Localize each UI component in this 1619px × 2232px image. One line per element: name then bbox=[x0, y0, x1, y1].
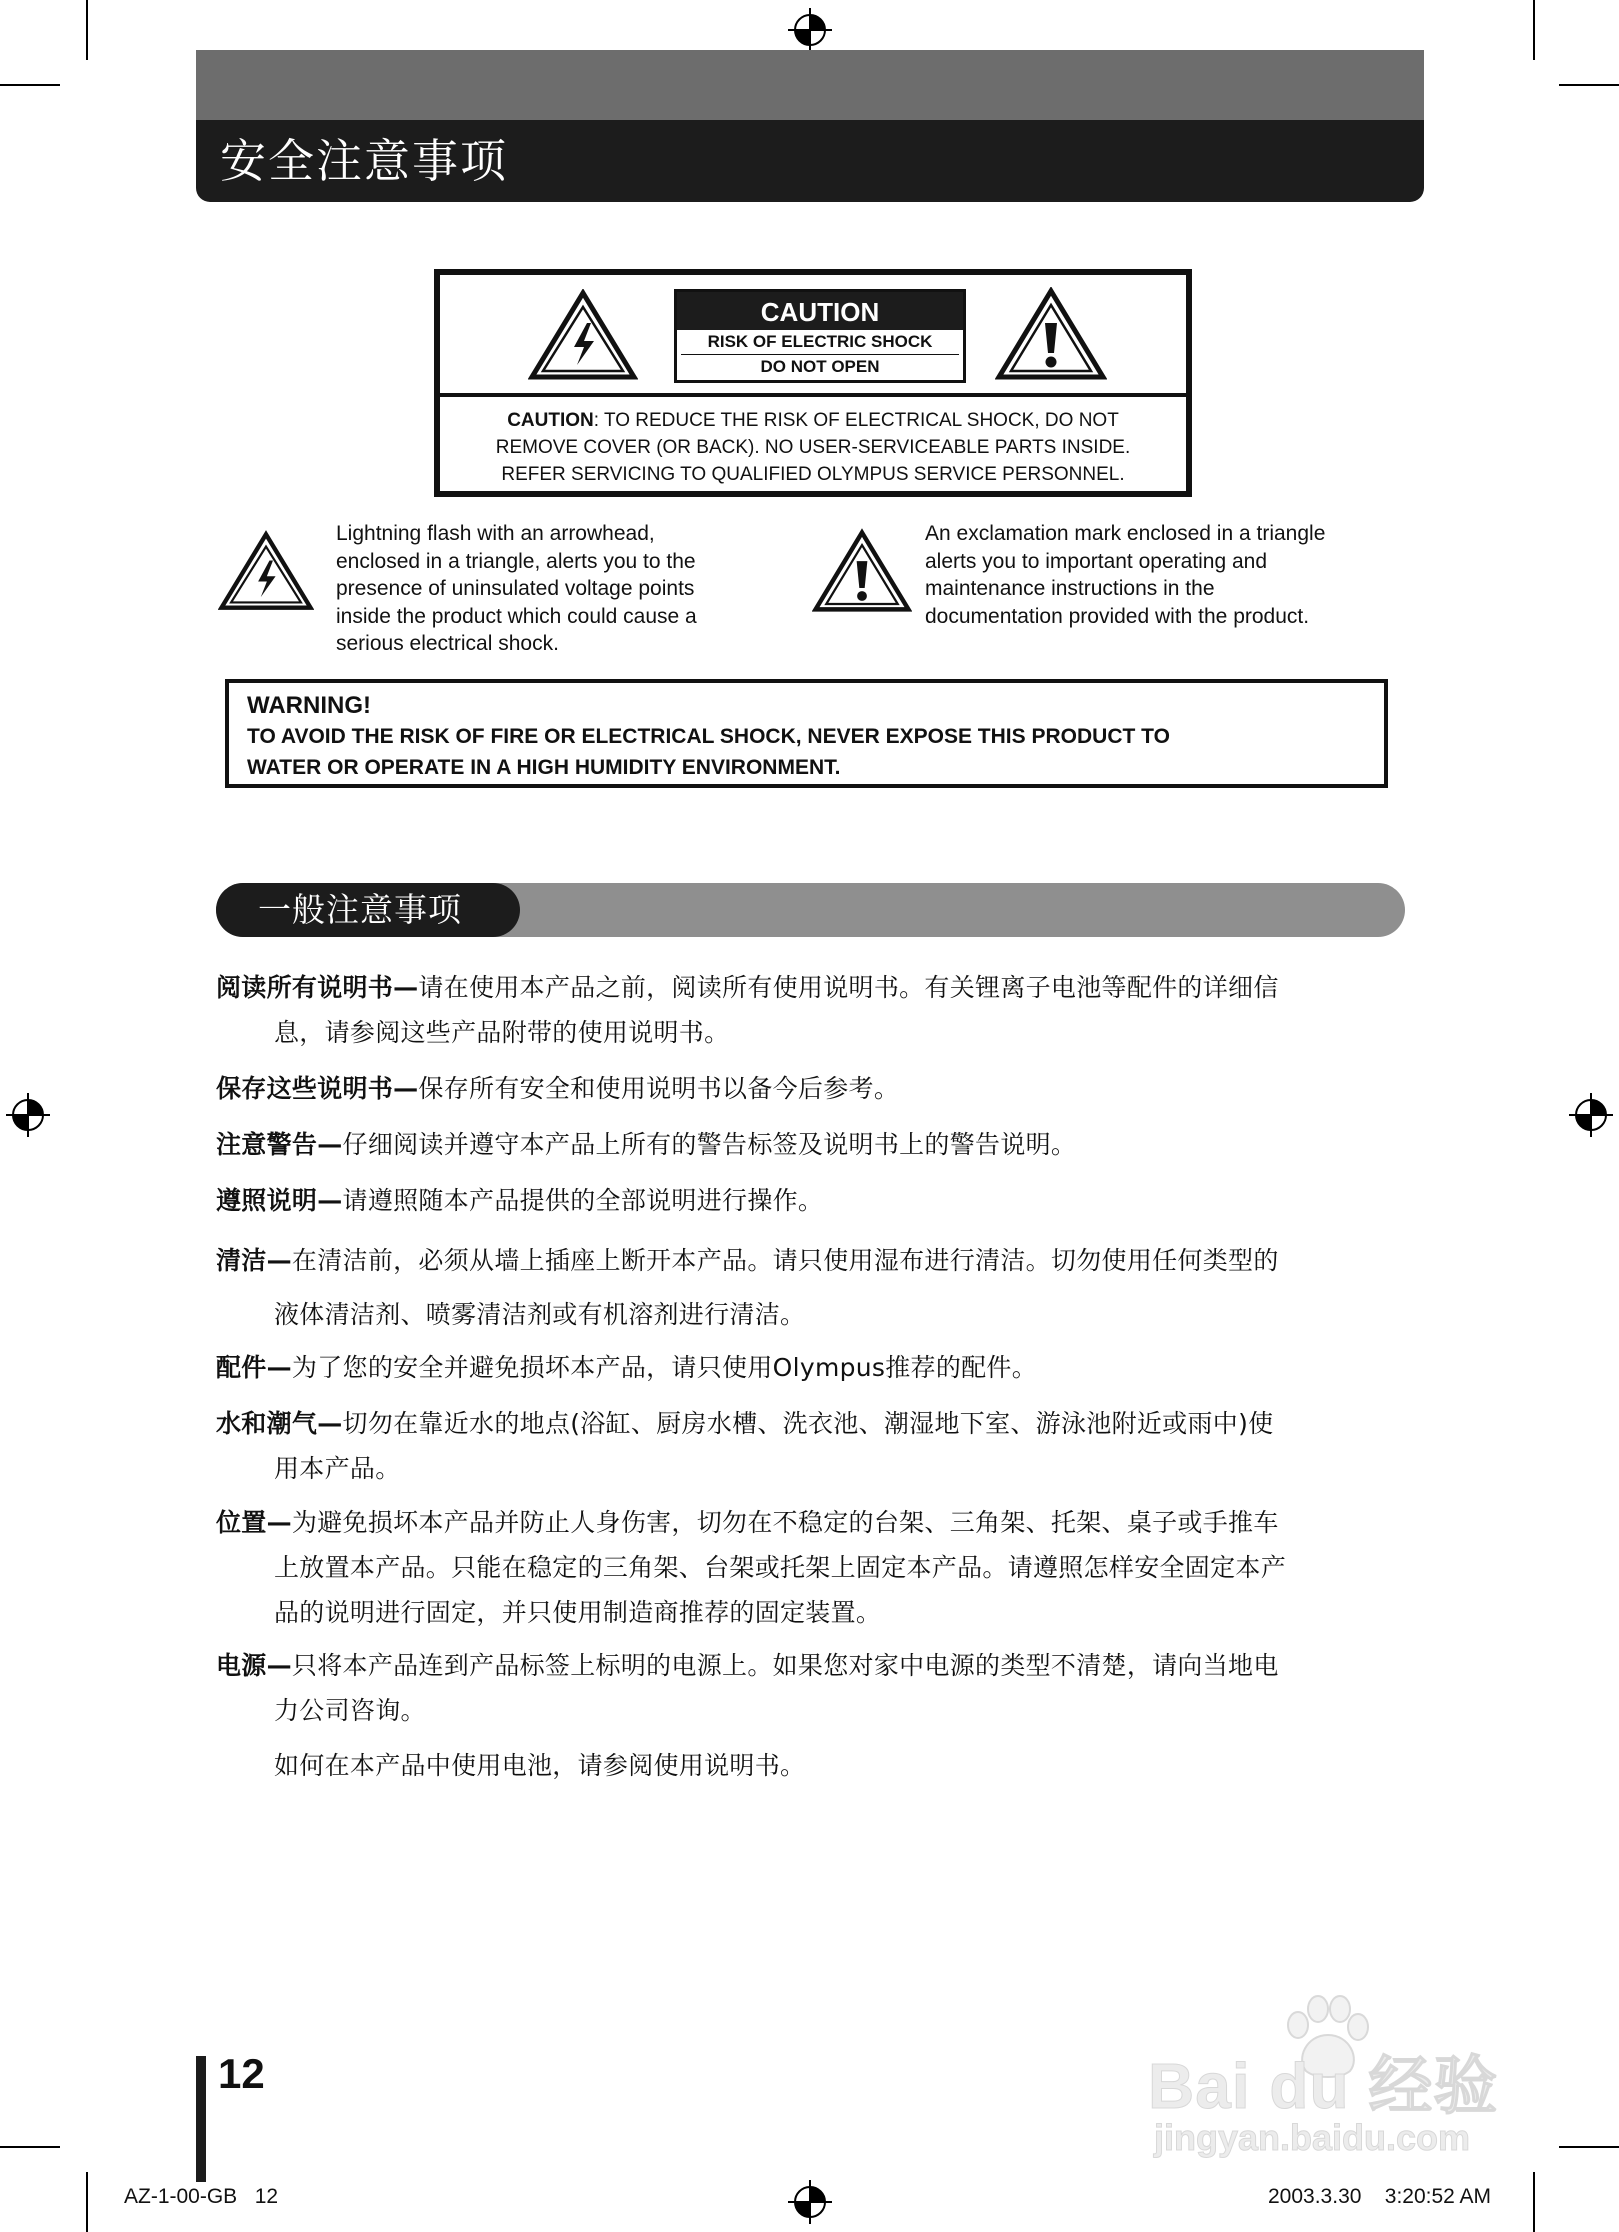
precaution-continuation: 上放置本产品。只能在稳定的三角架、台架或托架上固定本产品。请遵照怎样安全固定本产 bbox=[274, 1553, 1287, 1582]
description-line: alerts you to important operating and bbox=[925, 549, 1268, 573]
precaution-line bbox=[216, 1401, 1396, 1446]
registration-mark-icon bbox=[1569, 1093, 1613, 1137]
term-dash: — bbox=[266, 1246, 292, 1275]
precaution-term: 水和潮气 bbox=[216, 1409, 318, 1438]
footer-date: 2003.3.30 3:20:52 AM bbox=[1268, 2185, 1492, 2208]
precaution-line bbox=[216, 1643, 1396, 1688]
precaution-text: 保存所有安全和使用说明书以备今后参考。 bbox=[418, 1074, 900, 1103]
precaution-term: 清洁 bbox=[216, 1246, 267, 1275]
precaution-continuation: 液体清洁剂、喷雾清洁剂或有机溶剂进行清洁。 bbox=[274, 1300, 806, 1329]
precaution-item bbox=[216, 1643, 1396, 1788]
caution-center-label bbox=[674, 289, 966, 383]
caution-text-line1: : TO REDUCE THE RISK OF ELECTRICAL SHOCK, DO NOT bbox=[593, 410, 1119, 431]
description-line: enclosed in a triangle, alerts you to the bbox=[336, 549, 696, 573]
precaution-text: 为了您的安全并避免损坏本产品，请只使用Olympus推荐的配件。 bbox=[291, 1353, 1038, 1382]
precaution-item bbox=[216, 1345, 1396, 1390]
risk-of-electric-shock-text: RISK OF ELECTRIC SHOCK bbox=[681, 330, 959, 355]
precaution-text: 只将本产品连到产品标签上标明的电源上。如果您对家中电源的类型不清楚，请向当地电 bbox=[291, 1651, 1279, 1680]
precaution-line bbox=[216, 1345, 1396, 1390]
page-number: 12 bbox=[218, 2050, 265, 2097]
description-line: Lightning flash with an arrowhead, bbox=[336, 522, 655, 545]
description-line: documentation provided with the product. bbox=[925, 604, 1310, 628]
crop-mark bbox=[1559, 2146, 1619, 2148]
precaution-item bbox=[216, 1122, 1396, 1167]
lightning-icon-description bbox=[336, 520, 697, 658]
baidu-watermark bbox=[1148, 1995, 1528, 2165]
caution-label-header bbox=[440, 275, 1186, 397]
lightning-triangle-icon bbox=[218, 529, 314, 613]
exclamation-icon-description bbox=[925, 520, 1325, 630]
precaution-item bbox=[216, 1178, 1396, 1223]
crop-mark bbox=[1559, 84, 1619, 86]
caution-text-line3: REFER SERVICING TO QUALIFIED OLYMPUS SERVICE PERSONNEL. bbox=[501, 464, 1125, 485]
caution-text-bold: CAUTION bbox=[507, 410, 594, 431]
caution-text-line2: REMOVE COVER (OR BACK). NO USER-SERVICEABLE PARTS INSIDE. bbox=[495, 437, 1131, 458]
precaution-text: 在清洁前，必须从墙上插座上断开本产品。请只使用湿布进行清洁。切勿使用任何类型的 bbox=[291, 1246, 1279, 1275]
exclamation-triangle-icon bbox=[995, 287, 1107, 381]
crop-mark bbox=[0, 2146, 60, 2148]
precaution-term: 阅读所有说明书 bbox=[216, 973, 394, 1002]
section-title: 一般注意事项 bbox=[216, 883, 520, 937]
precaution-continuation: 息，请参阅这些产品附带的使用说明书。 bbox=[274, 1018, 730, 1047]
precaution-line bbox=[216, 1178, 1396, 1223]
precaution-text: 仔细阅读并遵守本产品上所有的警告标签及说明书上的警告说明。 bbox=[342, 1130, 1077, 1159]
description-line: maintenance instructions in the bbox=[925, 577, 1215, 600]
do-not-open-text: DO NOT OPEN bbox=[760, 357, 880, 376]
precaution-term: 配件 bbox=[216, 1353, 267, 1382]
precaution-item bbox=[216, 1500, 1396, 1635]
crop-mark bbox=[1533, 2172, 1535, 2232]
exclamation-triangle-icon bbox=[812, 527, 912, 615]
precaution-line bbox=[216, 965, 1396, 1010]
watermark-url: jingyan.baidu.com bbox=[1154, 2117, 1471, 2158]
precaution-continuation: 力公司咨询。 bbox=[274, 1696, 426, 1725]
term-dash: — bbox=[393, 1074, 419, 1103]
warning-line2: WATER OR OPERATE IN A HIGH HUMIDITY ENVIRONMENT. bbox=[247, 756, 841, 779]
precaution-term: 保存这些说明书 bbox=[216, 1074, 394, 1103]
crop-mark bbox=[1533, 0, 1535, 60]
term-dash: — bbox=[317, 1409, 343, 1438]
registration-mark-icon bbox=[788, 2180, 832, 2224]
description-line: serious electrical shock. bbox=[336, 632, 559, 655]
precaution-continuation: 用本产品。 bbox=[274, 1454, 401, 1483]
warning-title: WARNING! bbox=[247, 692, 371, 719]
precaution-term: 注意警告 bbox=[216, 1130, 318, 1159]
caution-label bbox=[434, 269, 1192, 497]
precaution-continuation: 如何在本产品中使用电池，请参阅使用说明书。 bbox=[274, 1751, 806, 1780]
precaution-continuation: 品的说明进行固定，并只使用制造商推荐的固定装置。 bbox=[274, 1598, 882, 1627]
term-dash: — bbox=[266, 1353, 292, 1382]
crop-mark bbox=[86, 2172, 88, 2232]
watermark-brand: Bai du 经验 bbox=[1148, 2050, 1499, 2122]
precaution-item bbox=[216, 965, 1396, 1055]
precaution-text: 切勿在靠近水的地点(浴缸、厨房水槽、洗衣池、潮湿地下室、游泳池附近或雨中)使 bbox=[342, 1409, 1274, 1438]
title-banner-top-band bbox=[196, 50, 1424, 120]
page-number-rule bbox=[196, 2056, 206, 2182]
precaution-term: 位置 bbox=[216, 1508, 267, 1537]
warning-box bbox=[225, 679, 1388, 788]
precaution-text: 请遵照随本产品提供的全部说明进行操作。 bbox=[342, 1186, 824, 1215]
crop-mark bbox=[0, 84, 60, 86]
description-line: An exclamation mark enclosed in a triangle bbox=[925, 522, 1326, 545]
description-line: presence of uninsulated voltage points bbox=[336, 577, 695, 600]
precaution-line bbox=[216, 1500, 1396, 1545]
term-dash: — bbox=[393, 973, 419, 1002]
precaution-line bbox=[216, 1066, 1396, 1111]
caution-text-line bbox=[440, 407, 1186, 434]
term-dash: — bbox=[266, 1651, 292, 1680]
precaution-line bbox=[216, 1122, 1396, 1167]
page-title: 安全注意事项 bbox=[196, 120, 1424, 202]
term-dash: — bbox=[266, 1508, 292, 1537]
precaution-term: 遵照说明 bbox=[216, 1186, 318, 1215]
term-dash: — bbox=[317, 1186, 343, 1215]
crop-mark bbox=[86, 0, 88, 60]
footer-code: AZ-1-00-GB 12 bbox=[124, 2185, 279, 2208]
precaution-text: 请在使用本产品之前，阅读所有使用说明书。有关锂离子电池等配件的详细信 bbox=[418, 973, 1279, 1002]
registration-mark-icon bbox=[6, 1093, 50, 1137]
warning-line1: TO AVOID THE RISK OF FIRE OR ELECTRICAL SHOCK, NEVER EXPOSE THIS PRODUCT TO bbox=[247, 725, 1170, 748]
precaution-line bbox=[216, 1234, 1396, 1288]
caution-title: CAUTION bbox=[677, 292, 963, 330]
precaution-text: 为避免损坏本产品并防止人身伤害，切勿在不稳定的台架、三角架、托架、桌子或手推车 bbox=[291, 1508, 1279, 1537]
precaution-item bbox=[216, 1234, 1396, 1342]
registration-mark-icon bbox=[788, 8, 832, 52]
description-line: inside the product which could cause a bbox=[336, 604, 697, 628]
precaution-term: 电源 bbox=[216, 1651, 267, 1680]
caution-text bbox=[440, 397, 1186, 488]
lightning-triangle-icon bbox=[528, 289, 638, 381]
precaution-item bbox=[216, 1401, 1396, 1491]
precaution-item bbox=[216, 1066, 1396, 1111]
term-dash: — bbox=[317, 1130, 343, 1159]
title-banner bbox=[196, 50, 1424, 202]
